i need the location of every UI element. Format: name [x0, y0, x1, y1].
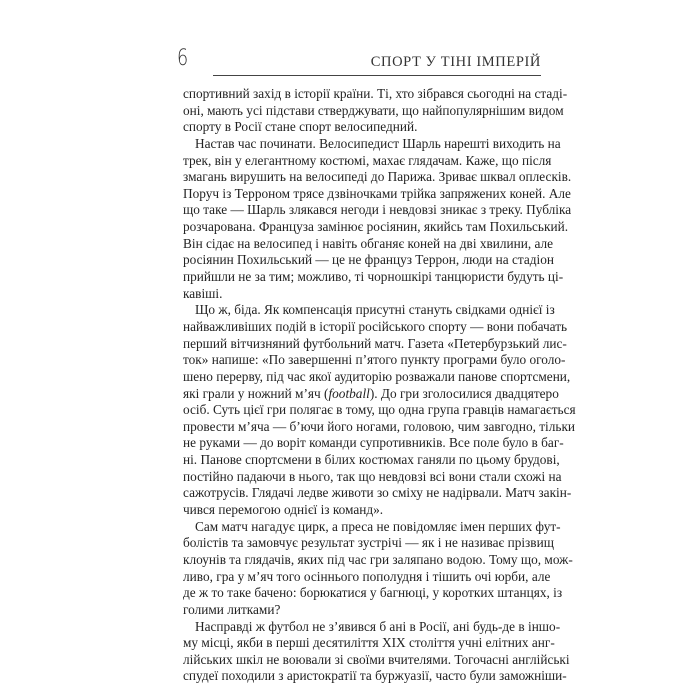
text-line: кавіші. [183, 285, 223, 301]
text-line: ток» напише: «По завершенні п’ятого пункту програми було оголо- [183, 352, 566, 368]
text-line: спудеї походили з аристократії та буржуазії, часто були заможніши- [183, 668, 567, 684]
text-line: спорту в Росії стане спорт велосипедний. [183, 119, 418, 135]
text-line: клоунів та глядачів, яких під час гри заляпано водою. Тому що, мож- [183, 551, 573, 567]
text-line: осіб. Суть цієї гри полягає в тому, що одна група гравців намагається [183, 402, 576, 418]
text-line: спортивний захід в історії країни. Ті, хто зібрався сьогодні на стаді- [183, 86, 568, 101]
text-line: росіянин Похильський — це не француз Террон, люди на стадіон [183, 252, 554, 268]
text-line: Поруч із Терроном трясе дзвіночками трійка запряжених коней. Але [183, 185, 571, 201]
text-line: болістів та замовчує результат зустрічі — як і не називає прізвищ [183, 535, 554, 551]
text-line: провести м’яча — б’ючи його ногами, головою, чим завгодно, тільки [183, 418, 576, 434]
page-number: 6 [177, 46, 189, 71]
text-line: де ж то таке бачено: борюкатися у багнюці, у коротких штанцях, із [183, 585, 563, 601]
text-line: Насправді ж футбол не з’явився б ані в Росії, ані будь-де в іншо- [195, 618, 561, 634]
running-title: СПОРТ У ТІНІ ІМПЕРІЙ [370, 54, 541, 70]
text-line: голими литками? [183, 601, 281, 617]
text-line: змагань вирушить на велосипеді до Парижа. Зриває шквал оплесків. [183, 169, 572, 185]
text-line: му місці, якби в перші десятиліття XIX століття учні елітних анг- [183, 635, 555, 651]
text-line: Він сідає на велосипед і навіть обганяє коней на дві хвилини, але [183, 235, 554, 251]
header-rule [213, 75, 541, 76]
text-line: що таке — Шарль злякався негоди і невдовзі зникає з треку. Публіка [183, 202, 572, 218]
text-line: прийшли не за тим; можливо, ті чорношкірі танцюристи будуть ці- [183, 269, 564, 285]
text-line: перший вітчизняний футбольний матч. Газета «Петербурзький лис- [183, 335, 567, 351]
text-line: шено перерву, під час якої аудиторію розважали панове спортсмени, [183, 368, 571, 384]
text-line: сажотрусів. Глядачі ледве животи зо сміху не надірвали. Матч закін- [183, 485, 572, 501]
text-line: Настав час починати. Велосипедист Шарль нарешті виходить на [195, 135, 561, 151]
text-line: постійно падаючи в нього, так що невдовзі всі вони стали схожі на [183, 468, 562, 484]
text-line: які грали у ножний м’яч (football). До гри зголосилися двадцятеро [183, 385, 559, 401]
text-line: оні, мають усі підстави стверджувати, що найпопулярнішим видом [183, 102, 564, 118]
text-line: розчарована. Француза замінює росіянин, якийсь там Похильський. [183, 219, 569, 235]
text-line: Що ж, біда. Як компенсація присутні стануть свідками однієї із [195, 302, 555, 318]
italic-term: football [328, 385, 370, 401]
text-line: найважливіших подій в історії російського спорту — вони побачать [183, 318, 568, 334]
text-line: трек, він у елегантному костюмі, махає глядачам. Каже, що після [183, 152, 552, 168]
body-text [183, 86, 576, 685]
text-line: ні. Панове спортсмени в білих костюмах ганяли по цьому брудові, [183, 452, 560, 468]
text-line: не руками — до воріт команди супротивників. Все поле було в баг- [183, 435, 564, 451]
text-line: Сам матч нагадує цирк, а преса не повідомляє імен перших фут- [195, 518, 561, 534]
text-line: ливо, гра у м’яч того осіннього пополудня і тішить очі юрби, але [183, 568, 551, 584]
text-line: чився перемогою однієї із команд». [183, 502, 384, 518]
text-line: лійських шкіл не воювали зі своїми вчителями. Тогочасні англійські [183, 651, 570, 667]
